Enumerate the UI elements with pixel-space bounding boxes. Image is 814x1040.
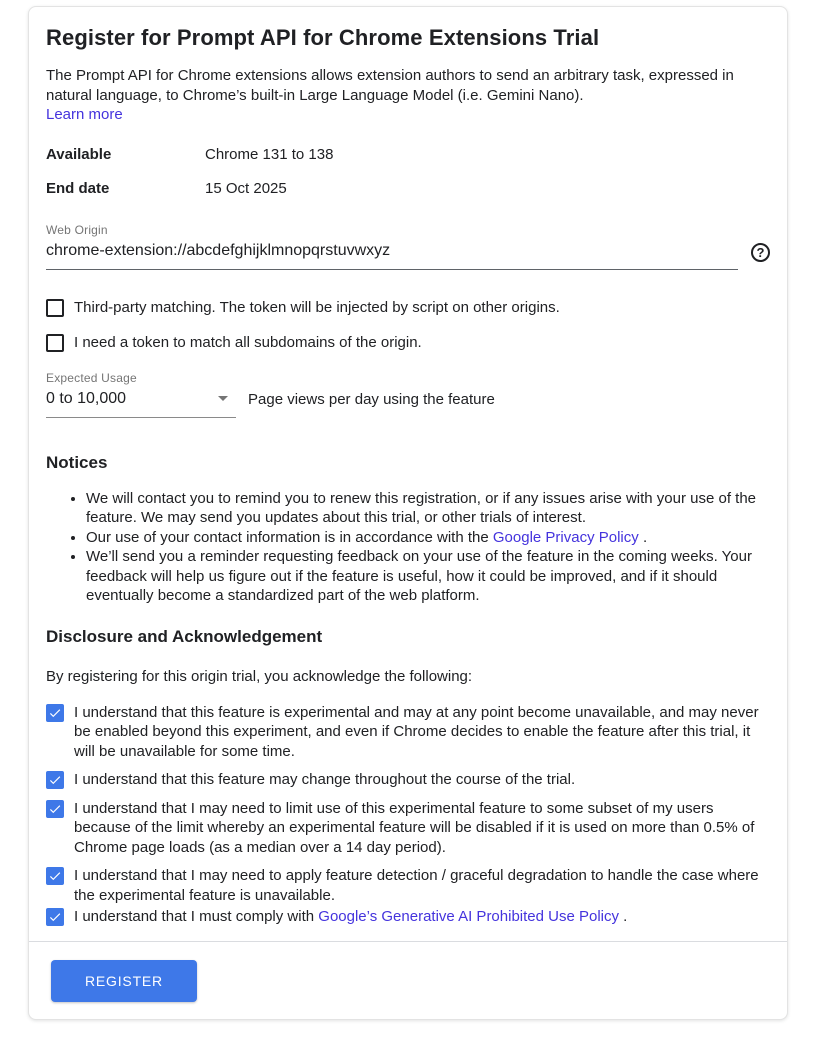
notice-item [86,489,770,528]
learn-more-link[interactable]: Learn more [46,106,123,123]
notice-text: We will contact you to remind you to renew this registration, or if any issues arise with your use of the feature. We may send you updates about this trial, or other trials of interest. [86,489,757,526]
ack-item-usage-limit[interactable] [46,799,770,858]
checkmark-icon [48,909,62,925]
third-party-label: Third-party matching. The token will be injected by script on other origins. [74,298,560,316]
privacy-policy-link[interactable]: Google Privacy Policy [492,528,639,546]
web-origin-row [46,240,770,270]
trial-description: The Prompt API for Chrome extensions allows extension authors to send an arbitrary task, expressed in natural language, to Chrome’s built-in Large Language Model (i.e. Gemini Nano). [46,67,734,104]
end-date-row [46,180,770,197]
page-title: Register for Prompt API for Chrome Extensions Trial [46,25,600,50]
expected-usage-field [46,371,770,418]
third-party-option[interactable] [46,299,770,317]
web-origin-label: Web Origin [46,222,108,237]
ack-checkbox-usage-limit[interactable] [46,800,64,818]
ack-item-may-change[interactable] [46,770,770,790]
available-label: Available [46,145,112,163]
available-value: Chrome 131 to 138 [205,145,334,163]
card-body [29,7,787,927]
notice-text: Our use of your contact information is in accordance with the [86,528,493,546]
end-date-value: 15 Oct 2025 [205,179,287,197]
checkmark-icon [48,705,62,721]
ack-label: I understand that I may need to apply feature detection / graceful degradation to handle the case where the experimental feature is unavailable. [74,867,759,904]
register-button[interactable]: REGISTER [51,960,197,1002]
checkmark-icon [48,801,62,817]
ack-label [74,907,627,927]
expected-usage-select[interactable] [46,388,236,418]
third-party-checkbox[interactable] [46,299,64,317]
ack-checkbox-feature-detection[interactable] [46,867,64,885]
end-date-label: End date [46,179,110,197]
prohibited-use-policy-link[interactable]: Google’s Generative AI Prohibited Use Policy [318,908,619,925]
web-origin-field [46,223,770,270]
card-footer [29,941,787,1019]
trial-details [46,146,770,197]
ack-item-experimental[interactable] [46,703,770,762]
checkmark-icon [48,868,62,884]
ack-label: I understand that this feature is experimental and may at any point become unavailable, and may never be enabled beyond this experiment, and even if Chrome decides to enable the feature after this trial, it will be unavailable for some time. [74,703,759,760]
available-row [46,146,770,163]
help-icon[interactable]: ? [751,243,770,262]
subdomains-checkbox[interactable] [46,334,64,352]
notice-item [86,547,770,606]
registration-card [28,6,788,1020]
ack-text-after: . [619,908,628,925]
token-options [46,299,770,352]
acknowledgement-list [46,703,770,927]
ack-label: I understand that I may need to limit use of this experimental feature to some subset of my users because of the limit whereby an experimental feature will be disabled if it is used on more than 0.5% of Chrome page loads (as a median over a 14 day period). [74,799,755,856]
chevron-down-icon [218,396,228,401]
checkmark-icon [48,772,62,788]
ack-text-before: I understand that I must comply with [74,908,319,925]
expected-usage-label: Expected Usage [46,370,137,385]
notice-text: We’ll send you a reminder requesting feedback on your use of the feature in the coming weeks. Your feedback will help us figure out if the feature is useful, how it could be improved, and if it should eventually become a standardized part of the web platform. [86,548,752,604]
notices-heading: Notices [46,452,108,472]
subdomains-label: I need a token to match all subdomains of the origin. [74,333,422,351]
disclosure-intro: By registering for this origin trial, you acknowledge the following: [46,667,473,685]
ack-checkbox-policy-compliance[interactable] [46,908,64,926]
disclosure-heading: Disclosure and Acknowledgement [46,626,323,646]
web-origin-input[interactable] [46,240,738,270]
expected-usage-value: 0 to 10,000 [46,389,127,407]
ack-label: I understand that this feature may change throughout the course of the trial. [74,771,576,788]
notice-text: . [638,528,648,546]
notice-item [86,528,770,548]
ack-item-feature-detection[interactable] [46,866,770,905]
subdomains-option[interactable] [46,334,770,352]
ack-checkbox-experimental[interactable] [46,704,64,722]
ack-checkbox-may-change[interactable] [46,771,64,789]
notice-list [46,489,770,606]
ack-item-policy-compliance[interactable] [46,907,770,927]
expected-usage-row [46,388,770,418]
expected-usage-hint: Page views per day using the feature [248,390,495,408]
